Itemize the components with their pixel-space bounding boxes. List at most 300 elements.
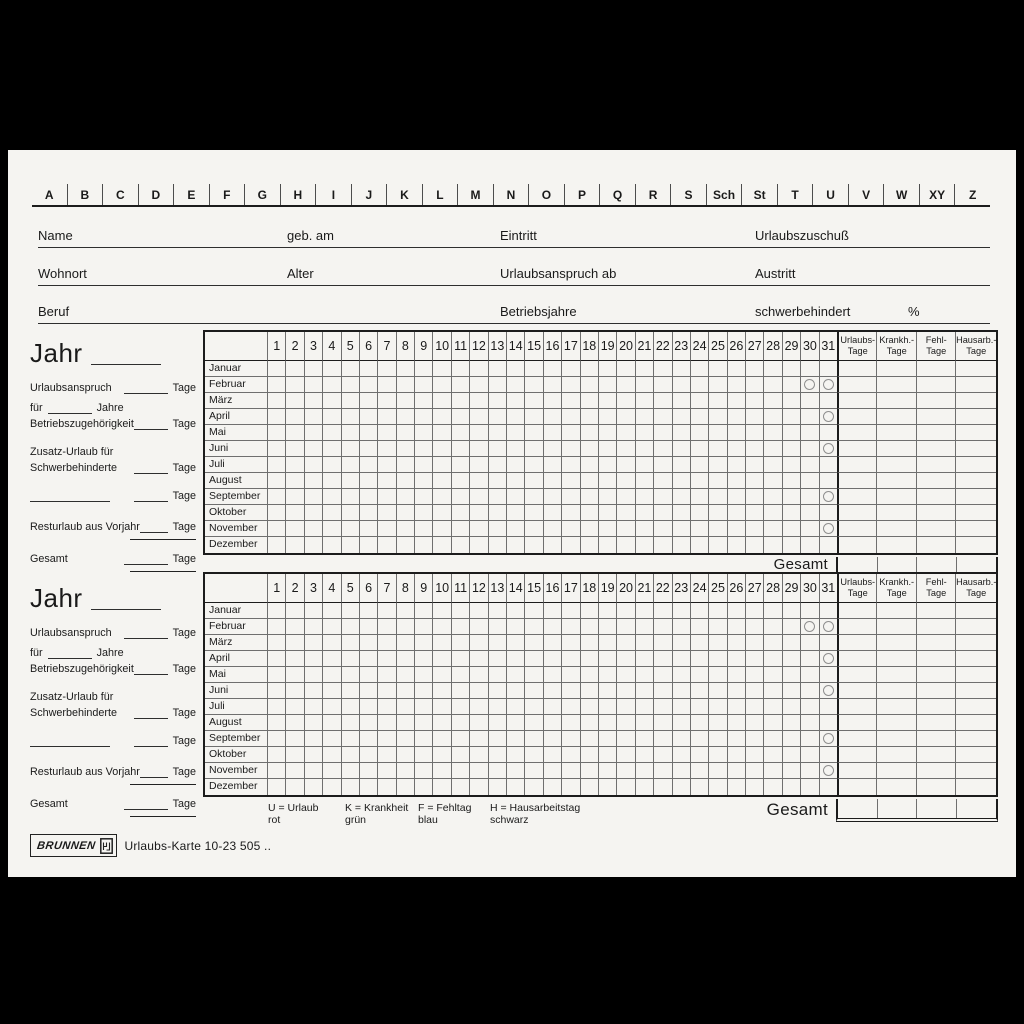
tab-g: G [245,184,281,205]
day-cell [599,521,617,537]
total-cell [877,361,917,377]
day-cell [360,699,378,715]
day-cell [342,457,360,473]
day-cell [746,425,764,441]
day-cell [709,619,727,635]
day-cell [323,763,341,779]
day-cell [691,683,709,699]
day-cell [764,699,782,715]
day-cell [268,619,286,635]
day-cell [636,763,654,779]
total-cell [877,473,917,489]
day-cell [581,683,599,699]
day-cell [691,747,709,763]
total-cell [877,763,917,779]
day-cell [415,699,433,715]
day-cell [599,619,617,635]
total-cell [956,603,996,619]
day-cell [489,683,507,699]
tab-w: W [884,184,920,205]
total-cell [917,457,957,473]
day-cell [709,409,727,425]
day-cell [709,361,727,377]
day-cell [378,521,396,537]
day-cell [378,667,396,683]
day-cell [820,683,838,699]
day-cell [323,361,341,377]
day-cell [286,763,304,779]
day-cell [452,683,470,699]
total-cell [877,393,917,409]
day-cell [562,457,580,473]
day-cell [470,457,488,473]
day-cell [507,715,525,731]
day-cell [820,393,838,409]
day-cell [617,747,635,763]
day-cell [342,651,360,667]
day-header: 28 [764,574,782,603]
day-cell [746,537,764,553]
gesamt-total-cells [836,557,998,572]
day-cell [544,457,562,473]
gesamt-row [30,798,196,810]
day-header: 11 [452,574,470,603]
day-cell [489,505,507,521]
total-cell [837,635,878,651]
month-row [205,409,996,425]
day-cell [691,635,709,651]
day-cell [489,409,507,425]
tab-sch: Sch [707,184,743,205]
month-row [205,683,996,699]
day-cell [397,683,415,699]
tab-p: P [565,184,601,205]
day-cell [433,683,451,699]
day-cell [525,361,543,377]
gesamt-strip-year-2 [203,799,998,827]
tab-xy: XY [920,184,956,205]
day-cell [801,715,819,731]
day-cell [764,537,782,553]
day-cell [268,683,286,699]
day-cell [636,619,654,635]
day-cell [764,409,782,425]
day-cell [691,603,709,619]
day-cell [746,667,764,683]
day-cell [617,489,635,505]
day-cell [452,505,470,521]
day-cell [452,619,470,635]
day-cell [599,537,617,553]
day-cell [691,521,709,537]
day-cell [617,377,635,393]
day-cell [562,441,580,457]
zusatz-urlaub-label: Zusatz-Urlaub für [30,446,114,458]
day-cell [691,377,709,393]
day-header: 15 [525,332,543,361]
day-cell [820,603,838,619]
total-cell [917,505,957,521]
day-cell [507,457,525,473]
day-cell [617,537,635,553]
day-cell [544,635,562,651]
gesamt-strip-year-1 [203,557,998,572]
day-cell [525,521,543,537]
month-row [205,521,996,537]
totals-header-line1: Hausarb.- [956,335,997,346]
day-cell [617,635,635,651]
day-cell [286,505,304,521]
day-cell [525,683,543,699]
total-cell [837,537,878,553]
day-cell [525,763,543,779]
day-cell [764,425,782,441]
sum-rule [130,814,196,817]
day-cell [360,441,378,457]
day-cell [268,747,286,763]
day-cell [709,521,727,537]
day-cell [415,457,433,473]
month-row [205,457,996,473]
day-cell [599,425,617,441]
day-cell [323,409,341,425]
day-cell [268,779,286,795]
day-cell [820,521,838,537]
day-cell [599,409,617,425]
day-cell [801,731,819,747]
day-cell [452,473,470,489]
fill-line [134,736,168,747]
day-cell [562,505,580,521]
no-day-circle-icon [823,653,834,664]
day-cell [378,425,396,441]
day-cell [342,441,360,457]
day-cell [801,763,819,779]
day-cell [507,505,525,521]
total-cell [956,505,996,521]
day-cell [489,619,507,635]
day-cell [820,457,838,473]
day-cell [562,699,580,715]
fill-line [124,799,168,810]
totals-header-line1: Krankh.- [879,577,915,588]
day-cell [452,377,470,393]
alphabet-tab-row [32,184,990,207]
day-header: 10 [433,332,451,361]
legend-urlaub [268,802,318,826]
day-cell [617,505,635,521]
day-cell [507,619,525,635]
day-cell [397,361,415,377]
day-cell [452,779,470,795]
day-cell [728,489,746,505]
tab-a: A [32,184,68,205]
day-cell [286,377,304,393]
day-cell [525,425,543,441]
day-header: 31 [820,574,838,603]
day-cell [764,619,782,635]
schwerbehinderte-label: Schwerbehinderte [30,707,118,719]
day-cell [452,393,470,409]
day-cell [489,377,507,393]
day-cell [544,441,562,457]
day-cell [360,393,378,409]
total-cell [877,683,917,699]
day-cell [617,473,635,489]
day-cell [728,683,746,699]
day-header: 4 [323,332,341,361]
day-header: 6 [360,332,378,361]
day-cell [525,667,543,683]
day-cell [470,683,488,699]
total-cell [917,377,957,393]
day-cell [268,521,286,537]
day-cell [673,683,691,699]
total-cell [877,409,917,425]
day-cell [470,651,488,667]
day-cell [709,603,727,619]
day-cell [728,603,746,619]
day-cell [342,603,360,619]
day-cell [599,635,617,651]
total-cell [956,441,996,457]
day-cell [305,779,323,795]
day-header: 30 [801,332,819,361]
day-cell [654,747,672,763]
day-cell [783,779,801,795]
day-cell [415,425,433,441]
total-cell [837,779,878,795]
day-cell [342,377,360,393]
tab-r: R [636,184,672,205]
day-cell [544,619,562,635]
total-cell [877,425,917,441]
day-cell [599,779,617,795]
day-cell [673,489,691,505]
month-row [205,651,996,667]
day-cell [415,537,433,553]
resturlaub-label: Resturlaub aus Vorjahr [30,521,140,533]
day-cell [820,667,838,683]
totals-header-line2: Tage [886,588,907,598]
day-cell [268,537,286,553]
day-cell [415,377,433,393]
total-cell [917,667,957,683]
day-cell [452,441,470,457]
schwerbehinderte-label: Schwerbehinderte [30,462,118,474]
day-cell [342,731,360,747]
totals-header-line1: Krankh.- [879,335,915,346]
tage-label: Tage [172,663,196,675]
day-cell [617,731,635,747]
day-cell [654,699,672,715]
betriebszugehoerigkeit-label: Betriebszugehörigkeit [30,663,134,675]
day-cell [415,409,433,425]
day-cell [378,603,396,619]
totals-header-line2: Tage [886,346,907,356]
day-cell [673,537,691,553]
day-cell [709,393,727,409]
month-row [205,635,996,651]
day-cell [728,619,746,635]
day-cell [378,489,396,505]
day-cell [673,361,691,377]
tage-label: Tage [172,462,196,474]
day-cell [323,425,341,441]
day-cell [470,763,488,779]
day-cell [636,537,654,553]
day-cell [746,635,764,651]
day-cell [507,667,525,683]
day-cell [305,521,323,537]
day-cell [636,457,654,473]
day-cell [305,635,323,651]
day-cell [562,409,580,425]
total-cell [917,799,957,818]
day-cell [378,505,396,521]
betriebszugehoerigkeit-row [30,418,196,430]
no-day-circle-icon [823,379,834,390]
day-cell [544,361,562,377]
total-cell [917,779,957,795]
day-cell [489,473,507,489]
day-header: 13 [489,574,507,603]
field-label-beruf: Beruf [38,304,70,319]
totals-column-header [837,574,878,603]
total-cell [877,699,917,715]
day-cell [305,409,323,425]
legend-color: grün [345,814,367,826]
total-cell [877,619,917,635]
totals-header-line2: Tage [926,346,947,356]
fill-line [140,767,168,778]
tab-b: B [68,184,104,205]
day-cell [360,457,378,473]
day-cell [452,667,470,683]
day-header: 31 [820,332,838,361]
day-cell [801,377,819,393]
day-cell [691,537,709,553]
day-cell [654,537,672,553]
month-label: Oktober [205,505,268,521]
day-cell [397,409,415,425]
day-cell [323,779,341,795]
total-cell [877,635,917,651]
jahr-label: Jahr [30,583,83,613]
day-cell [728,651,746,667]
day-cell [783,699,801,715]
day-cell [342,747,360,763]
zusatz-urlaub-label: Zusatz-Urlaub für [30,691,114,703]
total-cell [917,699,957,715]
day-cell [544,731,562,747]
total-cell [917,409,957,425]
custom-row [30,735,196,747]
day-cell [489,635,507,651]
day-cell [636,603,654,619]
day-cell [305,603,323,619]
tage-label: Tage [172,707,196,719]
day-cell [342,505,360,521]
day-cell [728,361,746,377]
month-label: März [205,635,268,651]
day-cell [544,779,562,795]
day-cell [415,619,433,635]
day-cell [378,409,396,425]
day-cell [378,441,396,457]
day-cell [397,747,415,763]
day-cell [360,489,378,505]
day-cell [397,651,415,667]
day-cell [599,377,617,393]
day-cell [562,377,580,393]
day-cell [397,779,415,795]
total-cell [877,505,917,521]
day-cell [709,667,727,683]
day-cell [636,473,654,489]
total-cell [917,441,957,457]
day-cell [397,521,415,537]
day-cell [360,635,378,651]
no-day-circle-icon [823,443,834,454]
day-cell [286,409,304,425]
no-day-circle-icon [823,621,834,632]
total-cell [917,473,957,489]
day-cell [342,393,360,409]
day-cell [820,747,838,763]
day-cell [820,715,838,731]
month-label: September [205,731,268,747]
day-cell [489,361,507,377]
day-header: 1 [268,332,286,361]
day-cell [305,683,323,699]
day-cell [397,731,415,747]
totals-header-line2: Tage [966,588,987,598]
month-label: Februar [205,619,268,635]
day-cell [617,393,635,409]
day-cell [691,425,709,441]
day-cell [452,409,470,425]
day-cell [654,667,672,683]
day-cell [507,425,525,441]
footer [30,834,271,857]
tage-label: Tage [172,418,196,430]
day-cell [764,521,782,537]
tab-f: F [210,184,246,205]
day-cell [452,651,470,667]
field-label-wohnort: Wohnort [38,266,87,281]
day-cell [525,409,543,425]
day-cell [489,747,507,763]
jahr-label: Jahr [30,338,83,368]
day-cell [286,619,304,635]
day-cell [746,619,764,635]
day-cell [286,441,304,457]
tab-m: M [458,184,494,205]
day-cell [544,489,562,505]
day-cell [599,699,617,715]
day-header: 25 [709,574,727,603]
day-cell [728,731,746,747]
total-cell [878,557,918,572]
schwerbehinderte-row [30,462,196,474]
day-header: 5 [342,332,360,361]
day-cell [415,667,433,683]
total-cell [837,731,878,747]
day-cell [709,505,727,521]
total-cell [837,521,878,537]
month-label: Januar [205,361,268,377]
